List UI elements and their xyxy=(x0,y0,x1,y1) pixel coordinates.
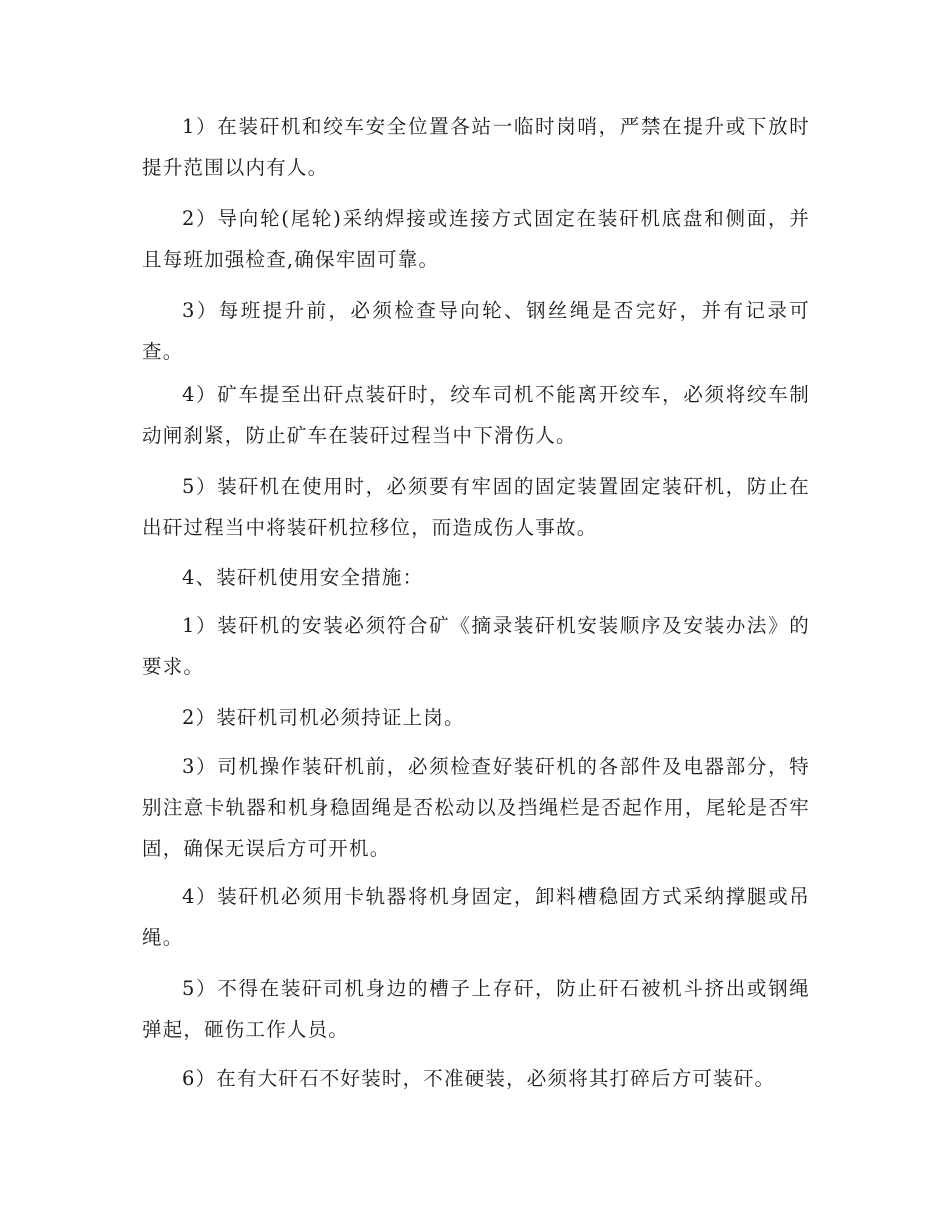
paragraph: 3）每班提升前，必须检查导向轮、钢丝绳是否完好，并有记录可查。 xyxy=(142,299,810,363)
paragraph: 4）装矸机必须用卡轨器将机身固定，卸料槽稳固方式采纳撑腿或吊绳。 xyxy=(142,885,810,949)
section-heading: 4、装矸机使用安全措施： xyxy=(182,566,424,589)
paragraph: 5）装矸机在使用时，必须要有牢固的固定装置固定装矸机，防止在出矸过程当中将装矸机拉移位，而造成伤人事故。 xyxy=(142,475,810,539)
paragraph: 1）在装矸机和绞车安全位置各站一临时岗哨，严禁在提升或下放时提升范围以内有人。 xyxy=(142,115,810,179)
paragraph: 6）在有大矸石不好装时，不准硬装，必须将其打碎后方可装矸。 xyxy=(182,1067,776,1090)
paragraph: 2）装矸机司机必须持证上岗。 xyxy=(182,706,465,729)
paragraph: 5）不得在装矸司机身边的槽子上存矸，防止矸石被机斗挤出或钢绳弹起，砸伤工作人员。 xyxy=(142,977,810,1041)
paragraph: 1）装矸机的安装必须符合矿《摘录装矸机安装顺序及安装办法》的要求。 xyxy=(142,614,810,678)
paragraph: 3）司机操作装矸机前，必须检查好装矸机的各部件及电器部分，特别注意卡轨器和机身稳固绳是否松动以及挡绳栏是否起作用，尾轮是否牢固，确保无误后方可开机。 xyxy=(142,755,810,860)
paragraph: 2）导向轮(尾轮)采纳焊接或连接方式固定在装矸机底盘和侧面，并且每班加强检查,确保牢固可靠。 xyxy=(142,207,810,271)
paragraph: 4）矿车提至出矸点装矸时，绞车司机不能离开绞车，必须将绞车制动闸刹紧，防止矿车在装矸过程当中下滑伤人。 xyxy=(142,383,810,447)
